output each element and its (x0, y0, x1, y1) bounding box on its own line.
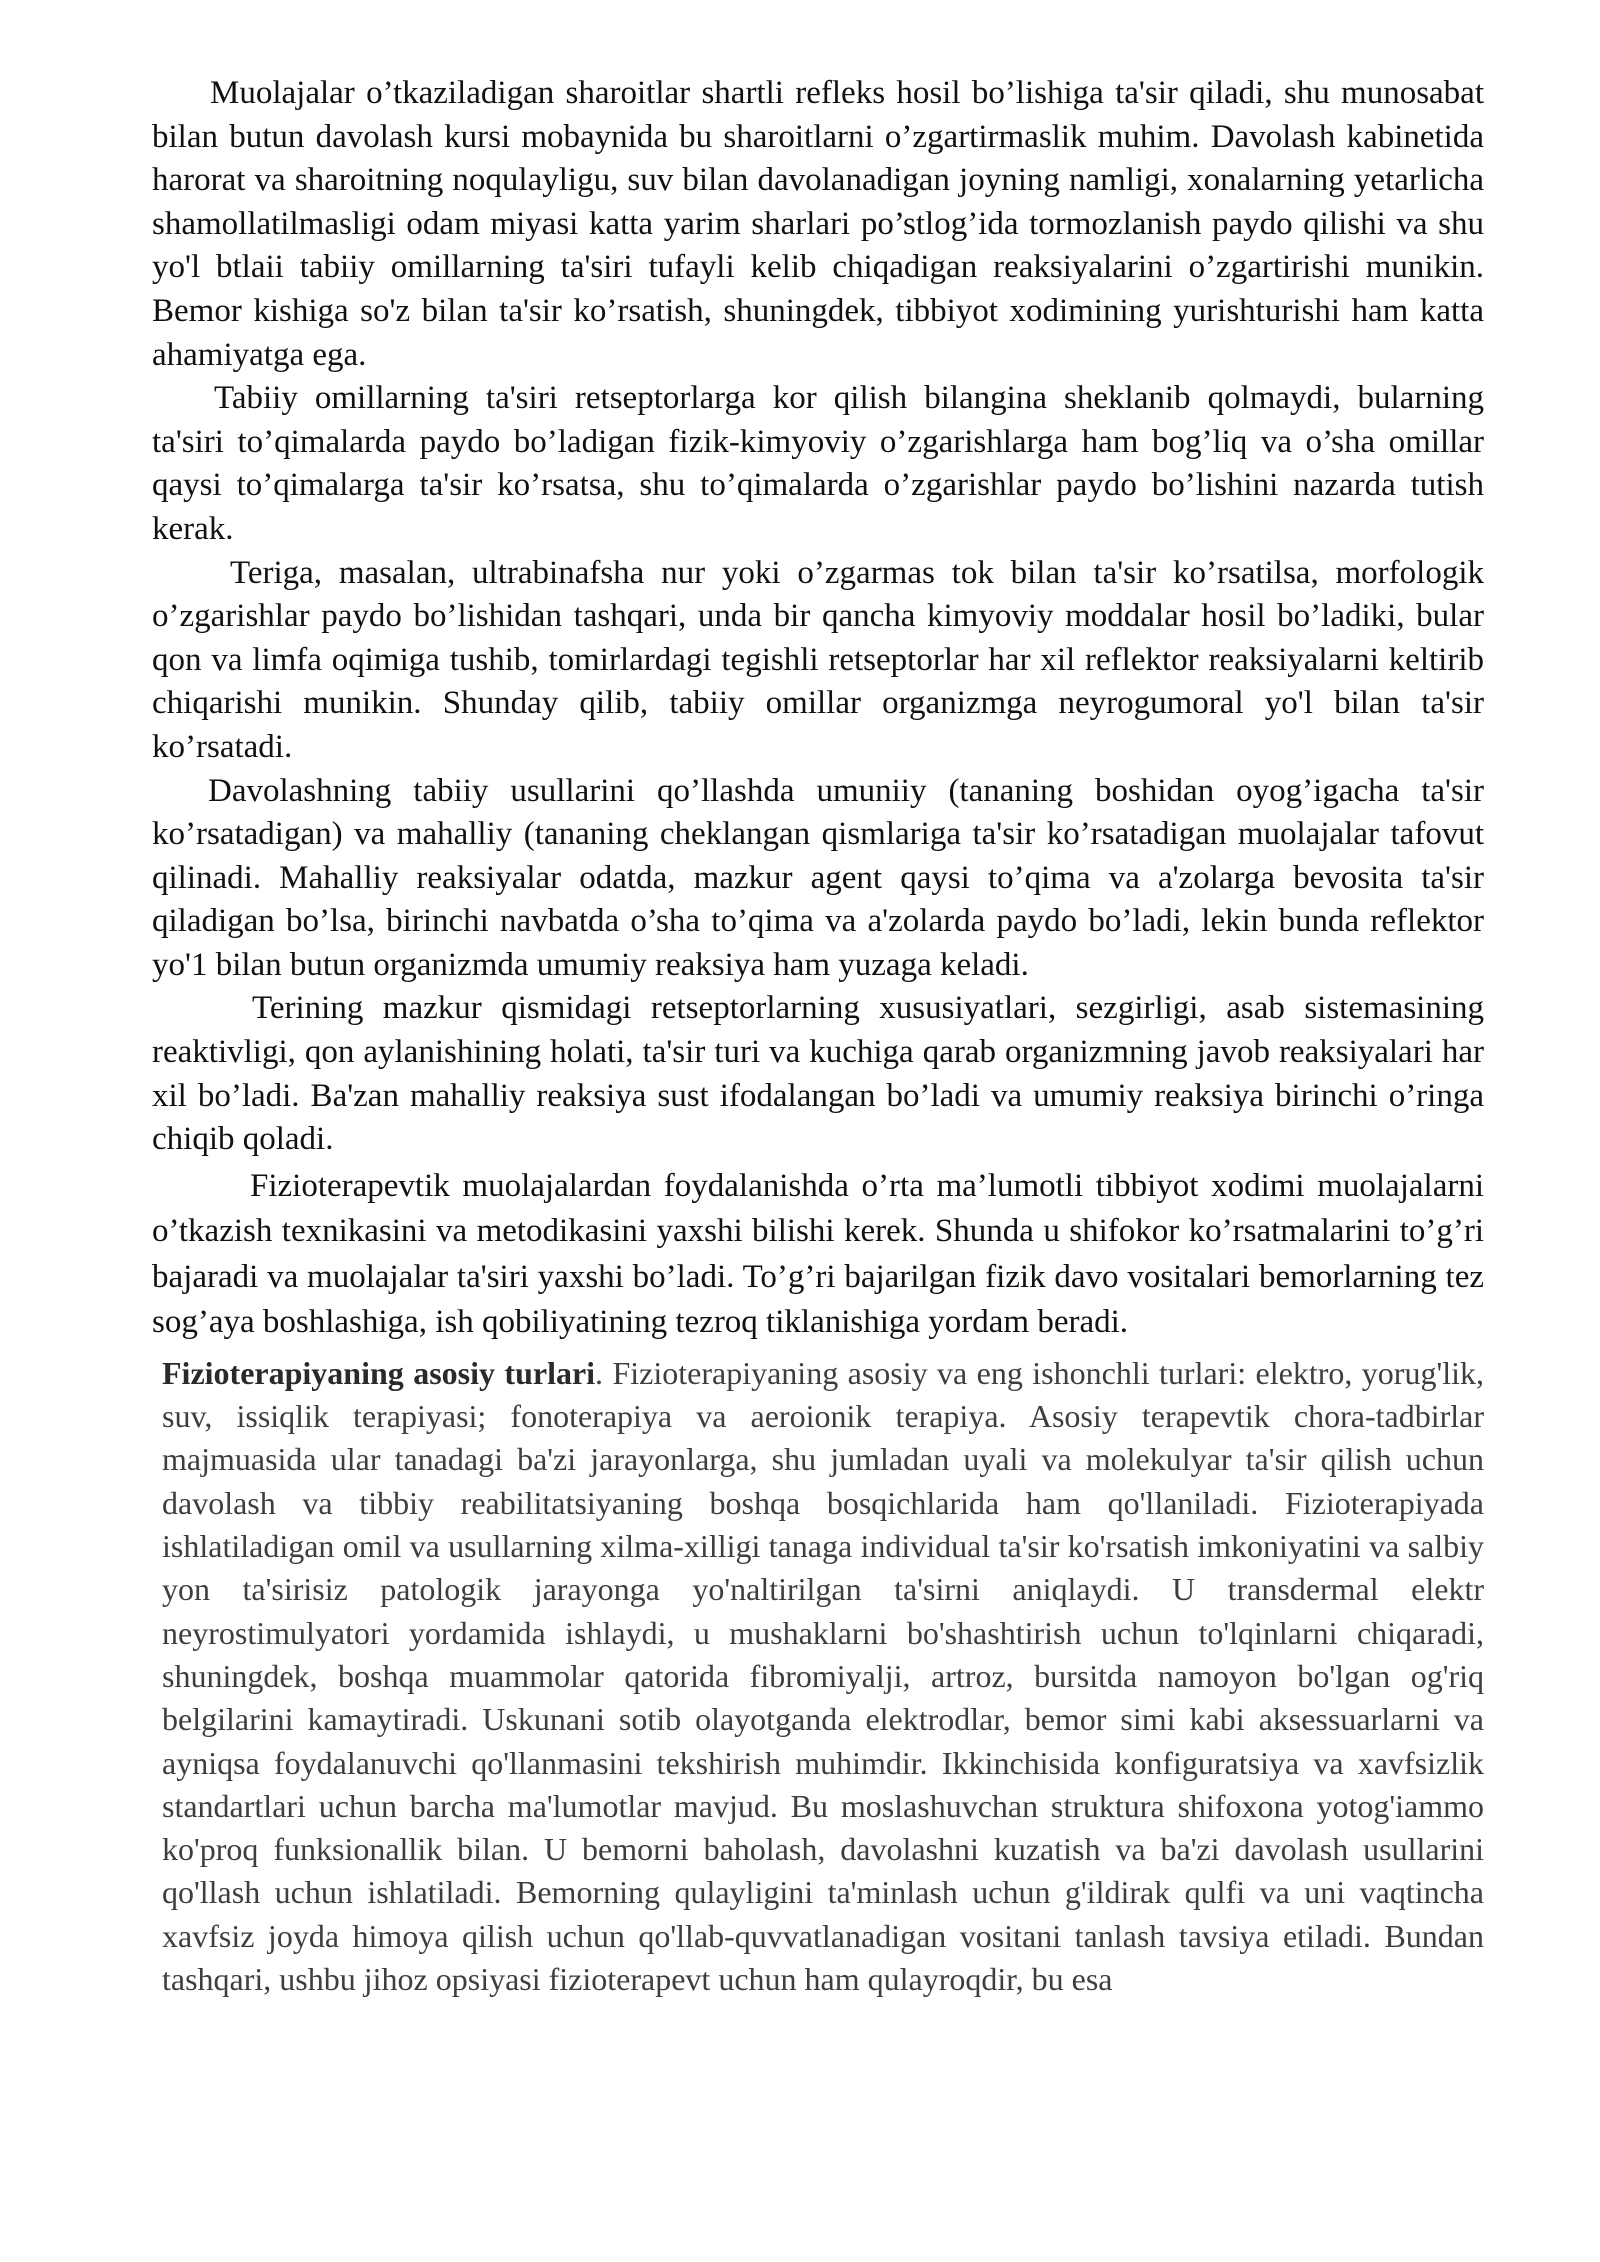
paragraph-natural-factors-effect: Tabiiy omillarning ta'siri retseptorlarga kor qilish bilangina sheklanib qolmaydi, bularning ta'siri to’qimalarda paydo bo’ladigan fizik-kimyoviy o’zgarishlarga ham bog’liq va o’sha omillar qaysi to’qimalarga ta'sir ko’rsatsa, shu to’qimalarda o’zgarishlar paydo bo’lishini nazarda tutish kerak. (152, 380, 1484, 547)
document-page (152, 72, 1484, 2033)
paragraph-physiotherapy-staff: Fizioterapevtik muolajalardan foydalanishda o’rta ma’lumotli tibbiyot xodimi muolajalarni o’tkazish texnikasini va metodikasini yaxshi bilishi kerek. Shunda u shifokor ko’rsatmalarini to’g’ri bajaradi va muolajalar ta'siri yaxshi bo’ladi. To’g’ri bajarilgan fizik davo vositalari bemorlarning tez sog’aya boshlashiga, ish qobiliyatining tezroq tiklanishiga yordam beradi. (152, 1167, 1484, 1341)
paragraph-skin-receptors: Terining mazkur qismidagi retseptorlarning xususiyatlari, sezgirligi, asab sistemasining reaktivligi, qon aylanishining holati, ta'sir turi va kuchiga qarab organizmning javob reaksiyalari har xil bo’ladi. Ba'zan mahalliy reaksiya sust ifodalangan bo’ladi va umumiy reaksiya birinchi o’ringa chiqib qoladi. (152, 990, 1484, 1158)
paragraph-treatment-conditions: Muolajalar o’tkaziladigan sharoitlar shartli refleks hosil bo’lishiga ta'sir qiladi, shu munosabat bilan butun davolash kursi mobaynida bu sharoitlarni o’zgartirmaslik muhim. Davolash kabinetida harorat va sharoitning noqulayligu, suv bilan davolanadigan joyning namligi, xonalarning yetarlicha shamollatilmasligi odam miyasi katta yarim sharlari po’stlog’ida tormozlanish paydo qilishi va shu yo'l btlaii tabiiy omillarning ta'siri tufayli kelib chiqadigan reaksiyalarini o’zgartirishi munikin. Bemor kishiga so'z bilan ta'sir ko’rsatish, shuningdek, tibbiyot xodimining yurishturishi ham katta ahamiyatga ega. (152, 75, 1484, 373)
section-heading: Fizioterapiyaning asosiy turlari (162, 1354, 596, 1391)
section-physiotherapy-types (152, 1352, 1484, 2001)
section-body: . Fizioterapiyaning asosiy va eng ishonchli turlari: elektro, yorug'lik, suv, issiqlik terapiyasi; fonoterapiya va aeroionik terapiya. Asosiy terapevtik chora-tadbirlar majmuasida ular tanadagi ba'zi jarayonlarga, shu jumladan uyali va molekulyar ta'sir qilish uchun davolash va tibbiy reabilitatsiyaning boshqa bosqichlarida ham qo'llaniladi. Fizioterapiyada ishlatiladigan omil va usullarning xilma-xilligi tanaga individual ta'sir ko'rsatish imkoniyatini va salbiy yon ta'sirisiz patologik jarayonga yo'naltirilgan ta'sirni aniqlaydi. U transdermal elektr neyrostimulyatori yordamida ishlaydi, u mushaklarni bo'shashtirish uchun to'lqinlarni chiqaradi, shuningdek, boshqa muammolar qatorida fibromiyalji, artroz, bursitda namoyon bo'lgan og'riq belgilarini kamaytiradi. Uskunani sotib olayotganda elektrodlar, bemor simi kabi aksessuarlarni va ayniqsa foydalanuvchi qo'llanmasini tekshirish muhimdir. Ikkinchisida konfiguratsiya va xavfsizlik standartlari uchun barcha ma'lumotlar mavjud. Bu moslashuvchan struktura shifoxona yotog'iammo ko'proq funksionallik bilan. U bemorni baholash, davolashni kuzatish va ba'zi davolash usullarini qo'llash uchun ishlatiladi. Bemorning qulayligini ta'minlash uchun g'ildirak qulfi va uni vaqtincha xavfsiz joyda himoya qilish uchun qo'llab-quvvatlanadigan vositani tanlash tavsiya etiladi. Bundan tashqari, ushbu jihoz opsiyasi fizioterapevt uchun ham qulayroqdir, bu esa (162, 1354, 1484, 1997)
paragraph-general-local-procedures: Davolashning tabiiy usullarini qo’llashda umuniiy (tananing boshidan oyog’igacha ta'sir ko’rsatadigan) va mahalliy (tananing cheklangan qismlariga ta'sir ko’rsatadigan muolajalar tafovut qilinadi. Mahalliy reaksiyalar odatda, mazkur agent qaysi to’qima va a'zolarga bevosita ta'sir qiladigan bo’lsa, birinchi navbatda o’sha to’qima va a'zolarda paydo bo’ladi, lekin bunda reflektor yo'1 bilan butun organizmda umumiy reaksiya ham yuzaga keladi. (152, 772, 1484, 983)
paragraph-skin-exposure: Teriga, masalan, ultrabinafsha nur yoki o’zgarmas tok bilan ta'sir ko’rsatilsa, morfologik o’zgarishlar paydo bo’lishidan tashqari, unda bir qancha kimyoviy moddalar hosil bo’ladiki, bular qon va limfa oqimiga tushib, tomirlardagi tegishli retseptorlar har xil reflektor reaksiyalarni keltirib chiqarishi munikin. Shunday qilib, tabiiy omillar organizmga neyrogumoral yo'l bilan ta'sir ko’rsatadi. (152, 554, 1484, 765)
